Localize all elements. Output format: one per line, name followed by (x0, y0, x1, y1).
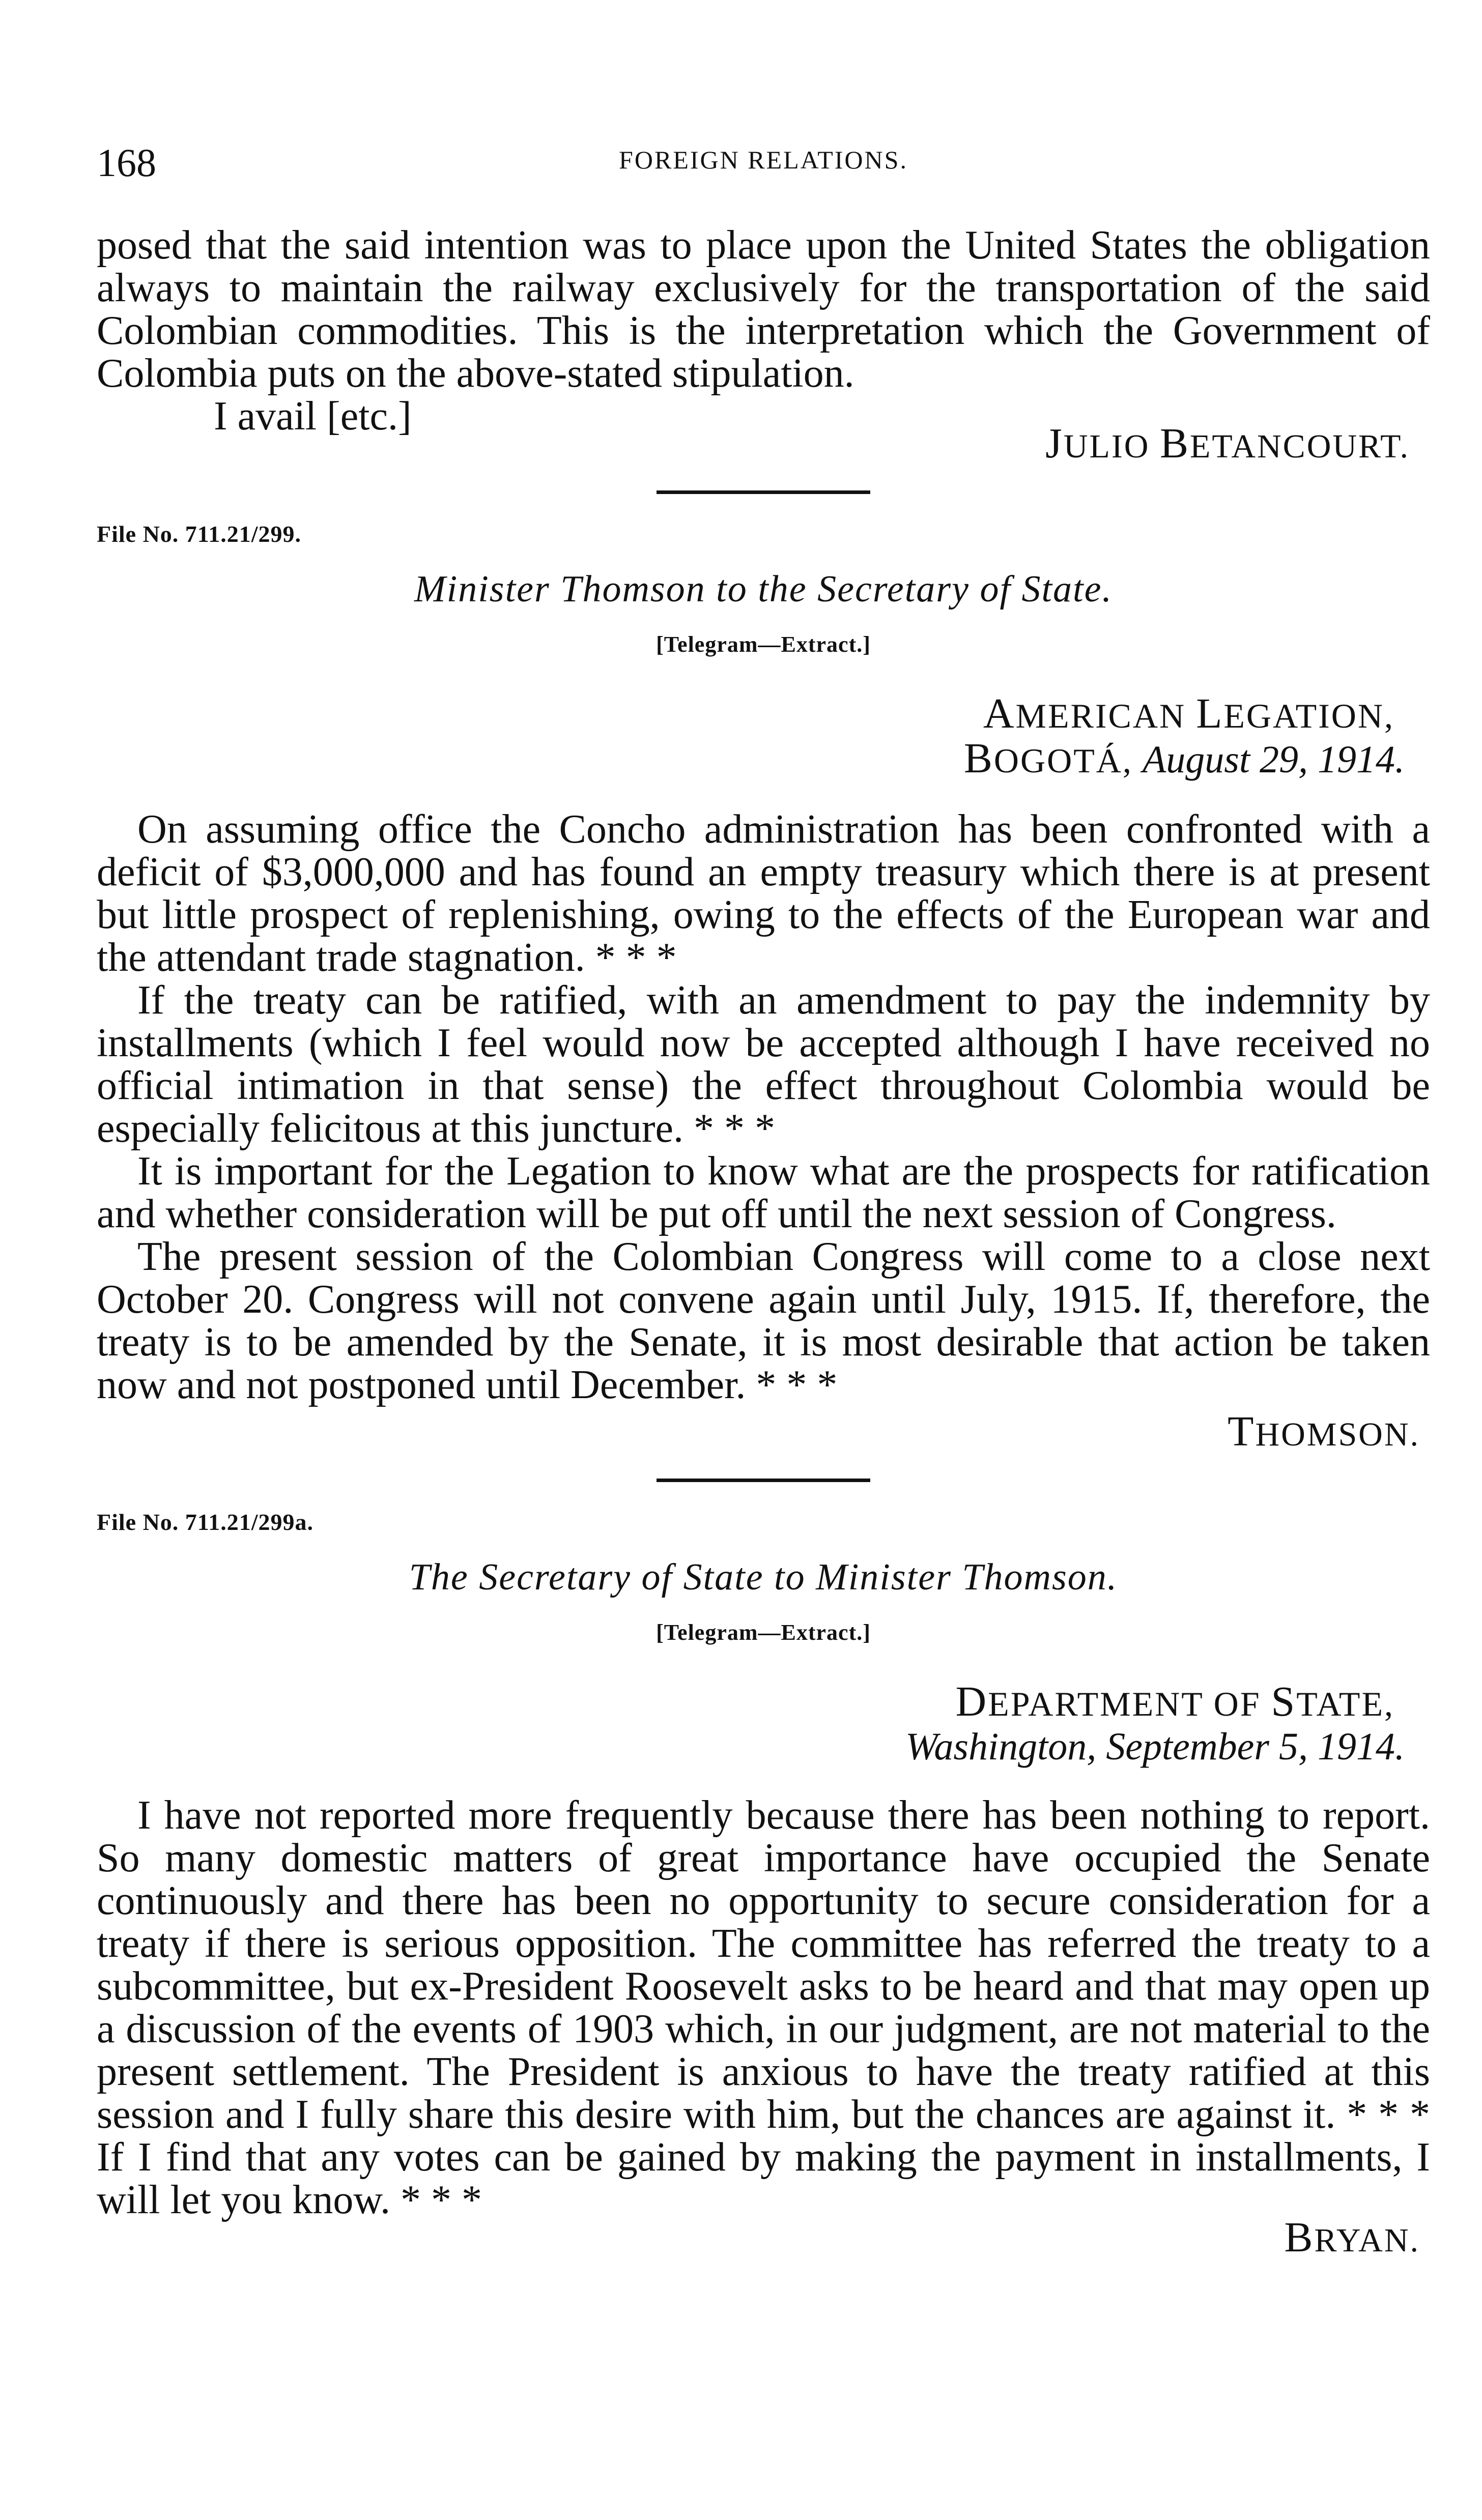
place-date: BOGOTÁ, August 29, 1914. (963, 735, 1405, 782)
page-number: 168 (97, 140, 156, 185)
body-paragraph: On assuming office the Concho administration has been confronted with a deficit of $3,000,000 and has found an empty treasury which there is at present but little prospect of replenishing, owing to the effects of the European war and the attendant trade stagnation. * * * (97, 807, 1430, 980)
signature-betancourt: JULIO BETANCOURT. (1045, 420, 1410, 467)
sender-heading: DEPARTMENT OF STATE, (955, 1678, 1394, 1725)
document-type: [Telegram—Extract.] (656, 632, 871, 657)
document-title: The Secretary of State to Minister Thomson. (409, 1556, 1118, 1598)
body-paragraph: The present session of the Colombian Congress will come to a close next October 20. Congress will not convene again until July, 1915. If, therefore, the treaty is to be amended by the Senate, it is most desirable that action be taken now and not postponed until December. * * * (97, 1234, 1430, 1407)
section-divider (657, 490, 870, 494)
file-number: File No. 711.21/299. (97, 521, 302, 547)
closing-line: I avail [etc.] (214, 394, 412, 439)
signature-thomson: THOMSON. (1228, 1408, 1420, 1455)
sender-heading: AMERICAN LEGATION, (983, 690, 1394, 737)
body-paragraph: It is important for the Legation to know what are the prospects for ratification and whether consideration will be put off until the next session of Congress. (97, 1149, 1430, 1236)
page-header (97, 140, 1430, 196)
signature-bryan: BRYAN. (1284, 2214, 1420, 2261)
running-head: FOREIGN RELATIONS. (619, 146, 908, 174)
document-title: Minister Thomson to the Secretary of State. (414, 568, 1113, 610)
page-content (97, 224, 1430, 2262)
section-divider (657, 1479, 870, 1482)
document-type: [Telegram—Extract.] (656, 1620, 871, 1645)
file-number: File No. 711.21/299a. (97, 1509, 314, 1535)
continued-paragraph: posed that the said intention was to place upon the United States the obligation always to maintain the railway exclusively for the transportation of the said Colombian commodities. This is the interpretation which the Government of Colombia puts on the above-stated stipulation. (97, 223, 1430, 396)
body-paragraph: I have not reported more frequently because there has been nothing to report. So many domestic matters of great importance have occupied the Senate continuously and there has been no opportunity to secure consideration for a treaty if there is serious opposition. The committee has referred the treaty to a subcommittee, but ex-President Roosevelt asks to be heard and that may open up a discussion of the events of 1903 which, in our judgment, are not material to the present settlement. The President is anxious to have the treaty ratified at this session and I fully share this desire with him, but the chances are against it. * * * If I find that any votes can be gained by making the payment in installments, I will let you know. * * * (97, 1793, 1430, 2222)
body-paragraph: If the treaty can be ratified, with an amendment to pay the indemnity by installments (which I feel would now be accepted although I have received no official intimation in that sense) the effect throughout Colombia would be especially felicitous at this juncture. * * * (97, 978, 1430, 1151)
place-date: Washington, September 5, 1914. (905, 1725, 1405, 1768)
